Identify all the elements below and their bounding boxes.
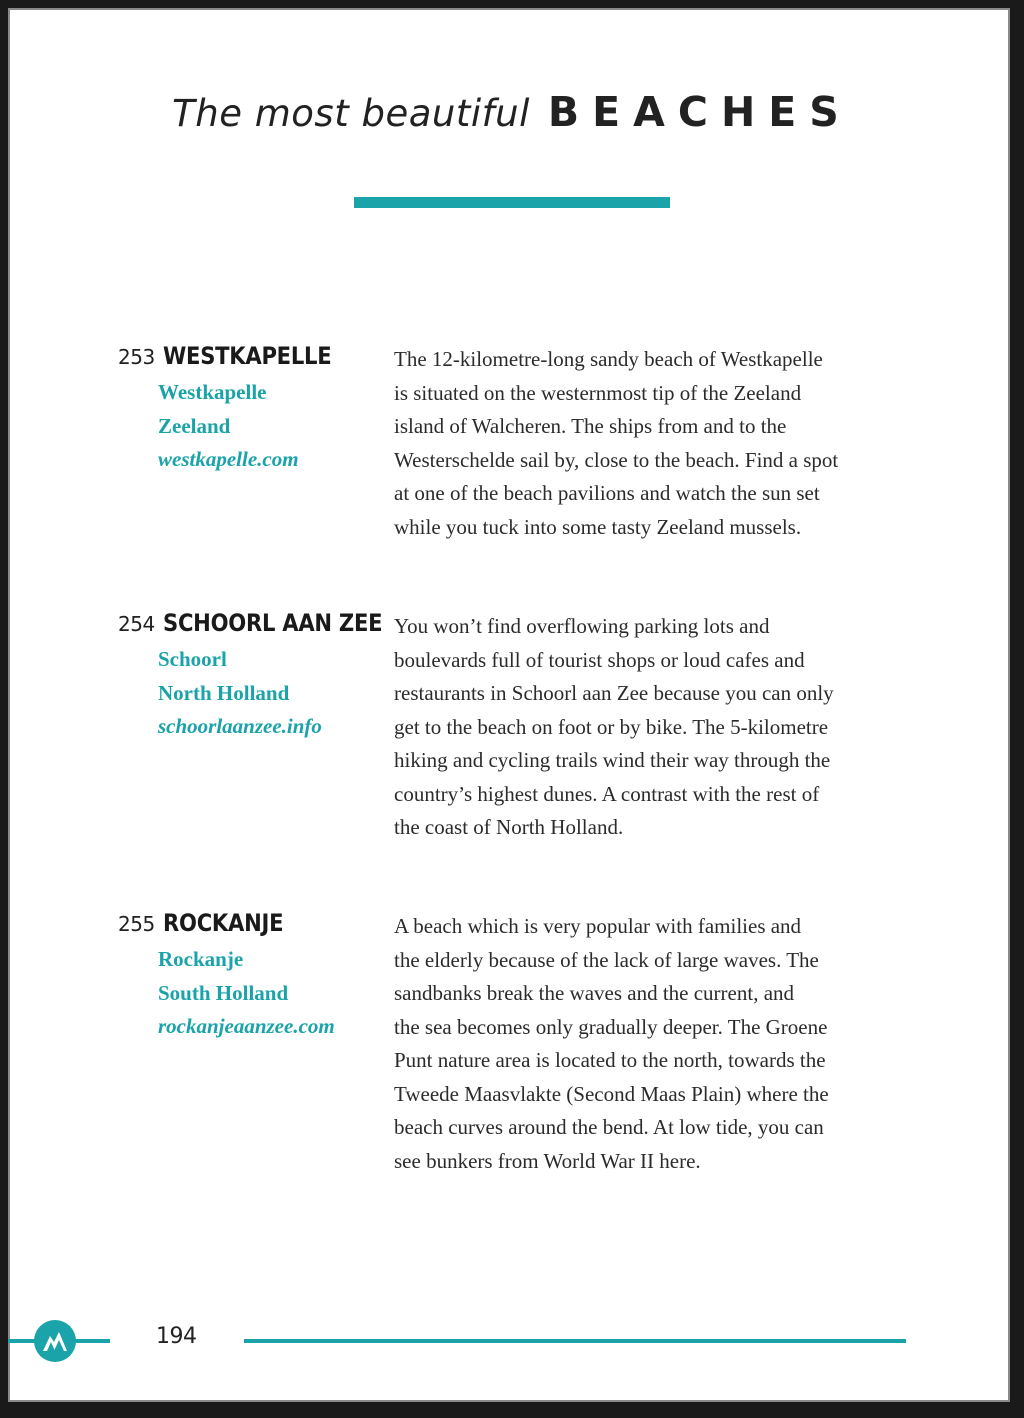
description-line: A beach which is very popular with families and xyxy=(394,914,802,938)
entry-location xyxy=(158,943,335,1044)
title-script: The most beautiful xyxy=(172,92,530,135)
description-line: at one of the beach pavilions and watch the sun set xyxy=(394,481,820,505)
description-line: Punt nature area is located to the north, towards the xyxy=(394,1048,826,1072)
entry-website-link[interactable]: westkapelle.com xyxy=(158,447,299,471)
description-line: get to the beach on foot or by bike. The 5-kilometre xyxy=(394,714,829,739)
footer-badge xyxy=(34,1320,76,1362)
page-title xyxy=(0,88,1024,136)
title-underline xyxy=(354,197,670,208)
entry-description xyxy=(394,910,914,1178)
entry-number: 254 xyxy=(118,612,155,636)
mountain-icon xyxy=(34,1320,76,1362)
entry-name: WESTKAPELLE xyxy=(162,342,332,370)
title-caps: BEACHES xyxy=(547,88,852,136)
entry-location xyxy=(158,376,299,477)
description-line: island of Walcheren. The ships from and to the xyxy=(394,414,787,438)
description-line: restaurants in Schoorl aan Zee because you can only xyxy=(394,681,834,705)
entry-name: ROCKANJE xyxy=(162,909,283,937)
description-line: Westerschelde sail by, close to the beach. Find a spot xyxy=(394,447,839,472)
description-line: boulevards full of tourist shops or loud cafes and xyxy=(394,647,805,672)
footer-rule-right xyxy=(244,1339,906,1343)
description-line: while you tuck into some tasty Zeeland mussels. xyxy=(394,514,802,539)
description-line: sandbanks break the waves and the current, and xyxy=(394,981,795,1005)
entry-name: SCHOORL AAN ZEE xyxy=(162,609,382,637)
entry-province: South Holland xyxy=(158,980,289,1005)
description-line: hiking and cycling trails wind their way through the xyxy=(394,748,831,772)
entry-website-link[interactable]: rockanjeaanzee.com xyxy=(158,1014,335,1038)
entry-website-link[interactable]: schoorlaanzee.info xyxy=(158,714,322,738)
entry-location xyxy=(158,643,322,744)
entry-town: Rockanje xyxy=(158,947,244,971)
entry-number: 255 xyxy=(118,912,155,936)
entry-heading xyxy=(118,909,299,937)
description-line: The 12-kilometre-long sandy beach of Westkapelle xyxy=(394,347,823,371)
entry-description xyxy=(394,610,914,845)
entry-town: Westkapelle xyxy=(158,380,267,404)
description-line: You won’t find overflowing parking lots and xyxy=(394,614,770,638)
entry-heading xyxy=(118,609,412,637)
page-number: 194 xyxy=(156,1324,197,1349)
description-line: the sea becomes only gradually deeper. The Groene xyxy=(394,1014,828,1039)
entry-number: 253 xyxy=(118,345,155,369)
entry-town: Schoorl xyxy=(158,647,227,671)
description-line: beach curves around the bend. At low tide, you can xyxy=(394,1115,824,1139)
description-line: Tweede Maasvlakte (Second Maas Plain) where the xyxy=(394,1081,829,1106)
description-line: the elderly because of the lack of large waves. The xyxy=(394,947,819,972)
description-line: the coast of North Holland. xyxy=(394,815,624,839)
entry-province: Zeeland xyxy=(158,413,231,438)
entry-province: North Holland xyxy=(158,680,290,705)
description-line: see bunkers from World War II here. xyxy=(394,1148,701,1173)
entry-heading xyxy=(118,342,354,370)
description-line: is situated on the westernmost tip of the Zeeland xyxy=(394,380,802,405)
entry-description xyxy=(394,343,914,544)
description-line: country’s highest dunes. A contrast with the rest of xyxy=(394,781,820,806)
